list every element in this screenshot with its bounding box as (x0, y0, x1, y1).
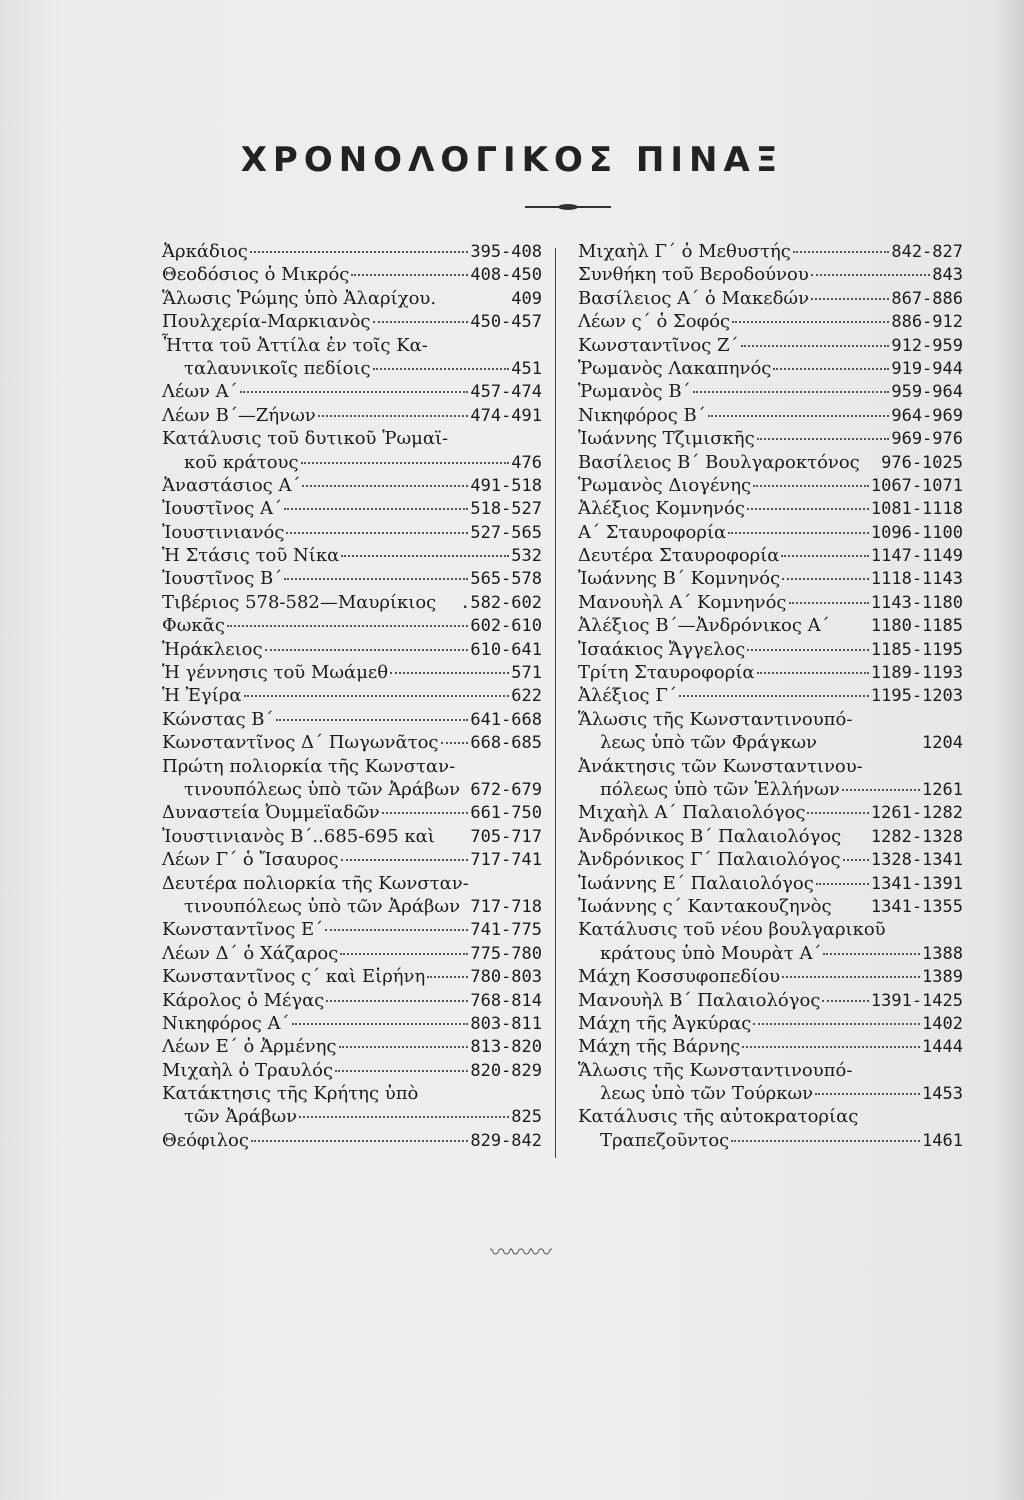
leader-dots (679, 695, 869, 697)
entry-label: Μανουὴλ Α΄ Κομνηνός (578, 591, 787, 613)
leader-dots (325, 929, 468, 931)
chronology-entry (162, 474, 542, 497)
entry-date: 527-565 (470, 522, 542, 543)
entry-date: 518-527 (470, 499, 542, 520)
chronology-entry (578, 965, 963, 988)
leader-dots (843, 859, 869, 861)
entry-label: Ἅλωσις τῆς Κωνσταντινουπό- (578, 1059, 853, 1081)
chronology-entry (162, 310, 542, 333)
chronology-entry (162, 1105, 542, 1128)
leader-dots (301, 462, 510, 464)
chronology-entry (578, 427, 963, 450)
entry-label: Ἡράκλειος (162, 638, 263, 660)
entry-label: Ῥωμανὸς Β΄ (578, 381, 691, 403)
entry-label: λεως ὑπὸ τῶν Φράγκων (600, 732, 817, 754)
entry-label: Λέων Α΄ (162, 381, 238, 403)
entry-label: Θεόφιλος (162, 1129, 249, 1151)
entry-label: Ἀνδρόνικος Γ΄ Παλαιολόγος (578, 849, 841, 871)
entry-date: 717-718 (470, 896, 542, 917)
leader-dots (732, 321, 889, 323)
leader-dots (251, 1140, 468, 1142)
entry-label: Τρίτη Σταυροφορία (578, 662, 755, 684)
leader-dots (373, 368, 510, 370)
leader-dots (757, 438, 890, 440)
entry-label: Κωνσταντῖνος ς΄ καὶ Εἰρήνη (162, 966, 426, 988)
entry-label: Ἀλέξιος Γ΄ (578, 685, 677, 707)
entry-label: Ἀλέξιος Β΄—Ἀνδρόνικος Α΄ (578, 615, 830, 637)
entry-label: Φωκᾶς (162, 615, 225, 637)
leader-dots (351, 274, 468, 276)
leader-dots (276, 719, 469, 721)
chronology-entry (578, 989, 963, 1012)
entry-date: 1204 (922, 733, 963, 754)
chronology-entry (162, 848, 542, 871)
entry-date: 1189-1193 (870, 663, 963, 684)
entry-label: Ἀνάκτησις τῶν Κωνσταντινου- (578, 755, 863, 777)
leader-dots (250, 251, 469, 253)
entry-date: 1261-1282 (870, 803, 963, 824)
entry-label: Ἡ Ἐγίρα (162, 685, 242, 707)
chronology-entry (578, 263, 963, 286)
chronology-entry (162, 1059, 542, 1082)
entry-label: τῶν Ἀράβων (184, 1106, 298, 1128)
entry-label: Ἰωάννης Τζιμισκῆς (578, 428, 755, 450)
chronology-entry (162, 357, 542, 380)
leader-dots (382, 812, 469, 814)
entry-label: Ἀναστάσιος Α΄ (162, 474, 301, 496)
chronology-entry (162, 614, 542, 637)
entry-date: 672-679 (470, 779, 542, 800)
entry-label: Κατάλυσις τοῦ νέου βουλγαρικοῦ (578, 919, 886, 941)
leader-dots (789, 602, 869, 604)
entry-date: 457-474 (470, 382, 542, 403)
chronology-entry (162, 942, 542, 965)
entry-label: κοῦ κράτους (184, 451, 299, 473)
chronology-entry (578, 1105, 963, 1128)
leader-dots (815, 1093, 920, 1095)
chronology-entry (578, 474, 963, 497)
title-rule (525, 206, 611, 208)
chronology-entry (578, 404, 963, 427)
chronology-entry (162, 755, 542, 778)
chronology-entry (578, 778, 963, 801)
chronology-entry (162, 404, 542, 427)
chronology-entry (578, 240, 963, 263)
chronology-entry (578, 801, 963, 824)
leader-dots (747, 649, 869, 651)
leader-dots (708, 415, 890, 417)
leader-dots (292, 1023, 469, 1025)
entry-date: 1402 (922, 1013, 963, 1034)
entry-date: 1185-1195 (870, 639, 963, 660)
entry-date: 1453 (922, 1084, 963, 1105)
entry-date: 622 (511, 686, 542, 707)
entry-date: 1461 (922, 1130, 963, 1151)
entry-label: Λέων Β΄—Ζήνων (162, 404, 316, 426)
leader-dots (339, 1046, 469, 1048)
leader-dots (757, 672, 869, 674)
chronology-entry (162, 1129, 542, 1152)
entry-date: 741-775 (470, 920, 542, 941)
chronology-entry (162, 380, 542, 403)
chronology-entry (162, 708, 542, 731)
leader-dots (299, 1116, 509, 1118)
leader-dots (693, 391, 890, 393)
entry-label: Α΄ Σταυροφορία (578, 521, 727, 543)
entry-label: Ἰωάννης Β΄ Κομνηνός (578, 568, 781, 590)
entry-label: Ἀνδρόνικος Β΄ Παλαιολόγος (578, 825, 842, 847)
chronology-entry (578, 591, 963, 614)
leader-dots (441, 742, 469, 744)
entry-date: 641-668 (470, 709, 542, 730)
entry-date: 976-1025 (881, 452, 963, 473)
chronology-entry (578, 521, 963, 544)
entry-date: 964-969 (891, 405, 963, 426)
entry-date: 395-408 (470, 242, 542, 262)
chronology-entry (162, 240, 542, 263)
chronology-entry (162, 263, 542, 286)
chronology-entry (578, 1082, 963, 1105)
entry-label: Μάχη τῆς Ἀγκύρας (578, 1012, 752, 1034)
leader-dots (390, 672, 509, 674)
leader-dots (753, 485, 869, 487)
entry-label: Μιχαὴλ Α΄ Παλαιολόγος (578, 802, 806, 824)
entry-date: 491-518 (470, 475, 542, 496)
entry-date: 1081-1118 (870, 499, 963, 520)
chronology-entry (578, 1059, 963, 1082)
chronology-entry (578, 942, 963, 965)
entry-label: Δευτέρα Σταυροφορία (578, 545, 780, 567)
entry-label: Λέων Δ΄ ὁ Χάζαρος (162, 942, 339, 964)
leader-dots (753, 1023, 920, 1025)
leader-dots (373, 321, 469, 323)
chronology-entry (162, 778, 542, 801)
end-ornament: 〰〰〰 (490, 1241, 551, 1266)
entry-label: Κωνσταντῖνος Ε΄ (162, 919, 324, 941)
entry-date: 474-491 (470, 405, 542, 426)
chronology-entry (578, 310, 963, 333)
chronology-entry (162, 801, 542, 824)
entry-label: Ἰωάννης ς΄ Καντακουζηνὸς (578, 895, 832, 917)
entry-label: Ἡ γέννησις τοῦ Μωάμεθ (162, 662, 389, 684)
entry-label: Μάχη Κοσσυφοπεδίου (578, 966, 781, 988)
entry-label: Μανουὴλ Β΄ Παλαιολόγος (578, 989, 821, 1011)
entry-date: 602-610 (470, 616, 542, 637)
entry-label: Δευτέρα πολιορκία τῆς Κωνσταν- (162, 872, 469, 894)
chronology-entry (162, 1035, 542, 1058)
entry-label: Κατάκτησις τῆς Κρήτης ὑπὸ (162, 1083, 419, 1105)
entry-label: Ἰουστινιανός (162, 521, 285, 543)
entry-date: 476 (511, 452, 542, 473)
leader-dots (742, 1046, 920, 1048)
chronology-entry (162, 451, 542, 474)
leader-dots (782, 976, 920, 978)
chronology-entry (578, 918, 963, 941)
entry-date: 705-717 (470, 826, 542, 847)
entry-label: ταλαυνικοῖς πεδίοις (184, 357, 371, 379)
leader-dots (227, 625, 468, 627)
entry-label: Πουλχερία-Μαρκιανὸς (162, 311, 371, 333)
chronology-entry (578, 1035, 963, 1058)
entry-date: 775-780 (470, 943, 542, 964)
chronology-entry (162, 567, 542, 590)
entry-label: Κάρολος ὁ Μέγας (162, 989, 325, 1011)
entry-date: 717-741 (470, 850, 542, 871)
chronology-entry (578, 451, 963, 474)
leader-dots (427, 976, 468, 978)
entry-date: 867-886 (891, 288, 963, 309)
entry-date: 532 (511, 546, 542, 567)
chronology-entry (162, 989, 542, 1012)
entry-label: Κώνστας Β΄ (162, 708, 274, 730)
entry-date: 912-959 (891, 335, 963, 356)
entry-date: 843 (932, 265, 963, 286)
chronology-entry (162, 918, 542, 941)
entry-label: Νικηφόρος Α΄ (162, 1012, 290, 1034)
entry-date: 1180-1185 (870, 616, 963, 637)
entry-label: Βασίλειος Β΄ Βουλγαροκτόνος (578, 451, 860, 473)
entry-date: 1444 (922, 1037, 963, 1058)
chronology-entry (578, 567, 963, 590)
entry-label: κράτους ὑπὸ Μουρὰτ Α΄ (600, 942, 822, 964)
entry-date: 969-976 (891, 429, 963, 450)
entry-label: Πρώτη πολιορκία τῆς Κωνσταν- (162, 755, 456, 777)
entry-date: 1391-1425 (870, 990, 963, 1011)
entry-date: 1147-1149 (870, 546, 963, 567)
entry-label: Μιχαὴλ ὁ Τραυλός (162, 1059, 334, 1081)
leader-dots (284, 508, 468, 510)
chronology-entry (578, 497, 963, 520)
leader-dots (318, 415, 469, 417)
entry-label: τινουπόλεως ὑπὸ τῶν Ἀράβων (184, 778, 461, 800)
entry-date: 820-829 (470, 1060, 542, 1081)
chronology-entry (162, 521, 542, 544)
leader-dots (341, 859, 469, 861)
entry-date: 829-842 (470, 1130, 542, 1151)
chronology-entry (578, 1012, 963, 1035)
entry-date: 409 (511, 288, 542, 309)
leader-dots (773, 368, 889, 370)
entry-date: 408-450 (470, 265, 542, 286)
entry-date: 451 (511, 358, 542, 379)
chronology-entry (578, 684, 963, 707)
chronology-entry (162, 1012, 542, 1035)
entry-date: 813-820 (470, 1037, 542, 1058)
chronology-entry (162, 334, 542, 357)
chronology-entry (578, 848, 963, 871)
entry-date: 1282-1328 (870, 826, 963, 847)
leader-dots (335, 1070, 468, 1072)
leader-dots (811, 298, 889, 300)
entry-label: Θεοδόσιος ὁ Μικρός (162, 264, 350, 286)
chronology-entry (578, 334, 963, 357)
chronology-entry (162, 638, 542, 661)
leader-dots (265, 649, 469, 651)
entry-date: 886-912 (891, 312, 963, 333)
entry-label: Ἰουστῖνος Α΄ (162, 498, 283, 520)
entry-label: Ἀρκάδιος (162, 241, 248, 262)
chronology-entry (162, 895, 542, 918)
entry-date: 1118-1143 (870, 569, 963, 590)
entry-date: 1388 (922, 943, 963, 964)
chronology-entry (578, 661, 963, 684)
chronology-entry (578, 638, 963, 661)
leader-dots (781, 555, 868, 557)
entry-date: 1261 (922, 779, 963, 800)
entry-label: τινουπόλεως ὑπὸ τῶν Ἀράβων (184, 895, 461, 917)
chronology-entry (162, 965, 542, 988)
entry-label: Ἀλέξιος Κομνηνός (578, 498, 745, 520)
chronology-entry (578, 1129, 963, 1152)
left-column (162, 240, 542, 1152)
chronology-entry (162, 287, 542, 310)
entry-label: Κατάλυσις τοῦ δυτικοῦ Ῥωμαϊ- (162, 428, 449, 450)
entry-label: λεως ὑπὸ τῶν Τούρκων (600, 1083, 814, 1105)
chronology-entry (578, 380, 963, 403)
entry-date: 842-827 (891, 242, 963, 262)
entry-date: 1341-1391 (870, 873, 963, 894)
entry-date: 959-964 (891, 382, 963, 403)
chronology-entry (578, 544, 963, 567)
chronology-entry (162, 544, 542, 567)
entry-label: Βασίλειος Α΄ ὁ Μακεδών (578, 287, 810, 309)
chronology-entry (162, 427, 542, 450)
leader-dots (302, 485, 468, 487)
chronology-entry (162, 872, 542, 895)
leader-dots (284, 578, 468, 580)
entry-label: Τραπεζοῦντος (600, 1129, 730, 1151)
entry-label: Ἅλωσις τῆς Κωνσταντινουπό- (578, 708, 853, 730)
entry-label: Κωνσταντῖνος Δ΄ Πωγωνᾶτος (162, 732, 439, 754)
entry-label: Λέων Ε΄ ὁ Ἀρμένης (162, 1036, 337, 1058)
page-title: ΧΡΟΝΟΛΟΓΙΚΟΣ ΠΙΝΑΞ (240, 140, 784, 180)
entry-date: 610-641 (470, 639, 542, 660)
entry-date: 565-578 (470, 569, 542, 590)
leader-dots (811, 274, 931, 276)
column-divider (555, 248, 556, 1158)
chronology-entry (578, 755, 963, 778)
entry-date: 668-685 (470, 733, 542, 754)
entry-label: Ῥωμανὸς Διογένης (578, 474, 752, 496)
entry-date: 919-944 (891, 358, 963, 379)
entry-label: πόλεως ὑπὸ τῶν Ἑλλήνων (600, 778, 840, 800)
leader-dots (326, 1000, 468, 1002)
entry-date: 1096-1100 (870, 522, 963, 543)
entry-date: 571 (511, 663, 542, 684)
chronology-entry (578, 614, 963, 637)
entry-label: Κωνσταντῖνος Ζ΄ (578, 334, 739, 356)
entry-label: Ἰωάννης Ε΄ Παλαιολόγος (578, 872, 814, 894)
entry-label: Ἰουστινιανὸς Β΄..685-695 καὶ (162, 825, 435, 847)
entry-date: 661-750 (470, 803, 542, 824)
entry-label: Μάχη τῆς Βάρνης (578, 1036, 741, 1058)
entry-label: Κατάλυσις τῆς αὐτοκρατορίας (578, 1106, 859, 1128)
entry-label: Ἡ Στάσις τοῦ Νίκα (162, 545, 340, 567)
leader-dots (822, 1000, 868, 1002)
entry-date: 450-457 (470, 312, 542, 333)
leader-dots (823, 953, 920, 955)
entry-label: Δυναστεία Ὀυμμεϊαδῶν (162, 802, 380, 824)
chronology-entry (578, 708, 963, 731)
entry-date: 768-814 (470, 990, 542, 1011)
entry-label: Λέων ς΄ ὁ Σοφός (578, 311, 731, 333)
entry-label: Ἰσαάκιος Ἄγγελος (578, 638, 746, 660)
entry-label: Τιβέριος 578-582—Μαυρίκιος (162, 591, 437, 613)
entry-label: Ἅλωσις Ῥώμης ὑπὸ Ἀλαρίχου. (162, 287, 437, 309)
entry-label: Ἰουστῖνος Β΄ (162, 568, 283, 590)
chronology-entry (578, 895, 963, 918)
entry-label: Μιχαὴλ Γ΄ ὁ Μεθυστής (578, 241, 791, 262)
entry-date: 803-811 (470, 1013, 542, 1034)
chronology-entry (578, 825, 963, 848)
leader-dots (842, 789, 920, 791)
chronology-entry (162, 731, 542, 754)
leader-dots (816, 883, 869, 885)
chronology-entry (162, 684, 542, 707)
chronology-entry (162, 661, 542, 684)
leader-dots (793, 251, 889, 253)
leader-dots (240, 391, 469, 393)
entry-date: 825 (511, 1107, 542, 1128)
leader-dots (340, 953, 468, 955)
chronology-entry (578, 287, 963, 310)
entry-label: Συνθήκη τοῦ Βεροδούνου (578, 264, 809, 286)
entry-label: Λέων Γ΄ ὁ Ἴσαυρος (162, 849, 339, 871)
leader-dots (747, 508, 869, 510)
leader-dots (731, 1140, 920, 1142)
leader-dots (286, 532, 468, 534)
entry-date: 1067-1071 (870, 475, 963, 496)
leader-dots (741, 345, 890, 347)
entry-label: Ἧττα τοῦ Ἀττίλα ἐν τοῖς Κα- (162, 334, 428, 356)
entry-label: Νικηφόρος Β΄ (578, 404, 706, 426)
entry-date: 1143-1180 (870, 592, 963, 613)
chronology-entry (578, 357, 963, 380)
entry-date: 1389 (922, 967, 963, 988)
right-column (578, 240, 963, 1152)
entry-date: 1195-1203 (870, 686, 963, 707)
chronology-entry (162, 497, 542, 520)
entry-date: 780-803 (470, 967, 542, 988)
chronology-entry (578, 731, 963, 754)
chronology-entry (578, 872, 963, 895)
entry-date: 1341-1355 (870, 896, 963, 917)
leader-dots (244, 695, 510, 697)
leader-dots (341, 555, 509, 557)
entry-label: Ῥωμανὸς Λακαπηνός (578, 357, 772, 379)
leader-dots (807, 812, 868, 814)
chronology-entry (162, 1082, 542, 1105)
entry-date: .582-602 (460, 592, 542, 613)
chronology-entry (162, 591, 542, 614)
entry-date: 1328-1341 (870, 850, 963, 871)
chronology-entry (162, 825, 542, 848)
leader-dots (782, 578, 869, 580)
leader-dots (728, 532, 869, 534)
